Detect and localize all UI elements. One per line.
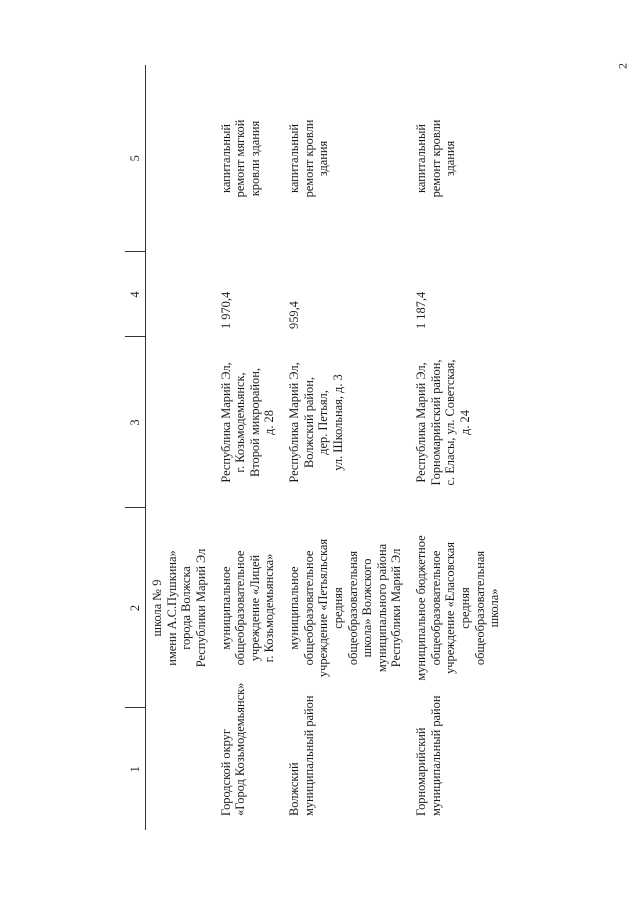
cell-line: Горномарийский bbox=[414, 727, 428, 816]
table-row-kozmodemyansk bbox=[215, 65, 284, 830]
header-col-3: 3 bbox=[125, 337, 146, 508]
table-row-gornomariysky bbox=[410, 65, 508, 830]
table-row-volzhsky bbox=[283, 65, 410, 830]
objects-table bbox=[125, 65, 508, 830]
cell-line: Республики Марий Эл bbox=[193, 548, 208, 668]
cell-line: ул. Школьная, д. 3 bbox=[330, 374, 345, 471]
cell-line: «Город Козьмодемьянск» bbox=[233, 682, 248, 816]
cell-line: муниципальное бюджетное bbox=[414, 535, 428, 681]
cell-col-2 bbox=[410, 508, 508, 708]
cell-value: 1 187,4 bbox=[414, 291, 428, 329]
cell-line: муниципального района bbox=[374, 543, 389, 673]
cell-line: дер. Петьял, bbox=[316, 390, 331, 455]
rotated-page-content bbox=[125, 65, 595, 830]
cell-line: общеобразовательное bbox=[233, 550, 248, 666]
cell-value: 959,4 bbox=[287, 301, 301, 329]
header-col-1: 1 bbox=[125, 708, 146, 830]
cell-line: муниципальный район bbox=[301, 695, 316, 816]
cell-col-5 bbox=[215, 65, 284, 252]
cell-line: Городской округ bbox=[218, 729, 233, 816]
cell-line: школа» Волжского bbox=[360, 558, 375, 658]
cell-line: здания bbox=[316, 140, 331, 177]
cell-line: Горномарийский район, bbox=[428, 359, 443, 486]
cell-col-4 bbox=[215, 252, 284, 337]
cell-line: ремонт кровли bbox=[428, 119, 443, 198]
cell-line: учреждение «Еласовская bbox=[443, 542, 458, 674]
cell-col-4 bbox=[146, 252, 215, 337]
cell-line: общеобразовательное bbox=[428, 550, 443, 666]
cell-line: Волжский bbox=[287, 762, 301, 816]
cell-line: общеобразовательное bbox=[301, 550, 316, 666]
cell-col-2 bbox=[283, 508, 410, 708]
table-row-continuation bbox=[146, 65, 215, 830]
cell-line: ремонт кровли bbox=[301, 119, 316, 198]
cell-col-3 bbox=[146, 337, 215, 508]
cell-line: муниципальное bbox=[218, 566, 233, 650]
cell-value: 1 970,4 bbox=[218, 291, 233, 329]
cell-line: города Волжска bbox=[179, 566, 194, 650]
cell-line: Республика Марий Эл, bbox=[218, 362, 233, 483]
cell-col-5 bbox=[410, 65, 508, 252]
cell-col-1 bbox=[146, 708, 215, 830]
header-col-4: 4 bbox=[125, 252, 146, 337]
cell-line: капитальный bbox=[414, 123, 428, 194]
cell-col-3 bbox=[283, 337, 410, 508]
cell-line: Республика Марий Эл, bbox=[287, 362, 301, 483]
cell-line: д. 28 bbox=[262, 410, 277, 435]
cell-line: д. 24 bbox=[457, 410, 472, 435]
cell-line: Второй микрорайон, bbox=[247, 368, 262, 477]
cell-col-5 bbox=[283, 65, 410, 252]
cell-line: Республика Марий Эл, bbox=[414, 362, 428, 483]
cell-line: школа № 9 bbox=[150, 579, 164, 637]
cell-col-4 bbox=[410, 252, 508, 337]
cell-line: имени А.С.Пушкина» bbox=[164, 550, 179, 666]
header-col-5: 5 bbox=[125, 65, 146, 252]
cell-line: с. Еласы, ул. Советская, bbox=[443, 359, 458, 486]
cell-line: капитальный bbox=[287, 123, 301, 194]
page-number: 2 bbox=[615, 63, 630, 69]
cell-line: Волжский район, bbox=[301, 377, 316, 468]
cell-col-1 bbox=[283, 695, 410, 830]
cell-line: здания bbox=[443, 140, 458, 177]
cell-line: общеобразовательная bbox=[345, 550, 360, 666]
cell-col-3 bbox=[410, 337, 508, 508]
cell-col-2 bbox=[215, 508, 284, 708]
cell-line: школа» bbox=[487, 588, 502, 628]
cell-line: муниципальный район bbox=[428, 695, 443, 816]
table-header-row bbox=[125, 65, 146, 830]
cell-col-2 bbox=[146, 508, 215, 708]
cell-col-1 bbox=[215, 682, 284, 830]
cell-line: Республики Марий Эл bbox=[389, 548, 404, 668]
cell-line: кровли здания bbox=[247, 120, 262, 197]
cell-line: средняя bbox=[330, 587, 345, 629]
cell-col-4 bbox=[283, 252, 410, 337]
cell-line: капитальный bbox=[218, 123, 233, 194]
cell-line: г. Козьмодемьянск, bbox=[233, 372, 248, 473]
cell-line: общеобразовательная bbox=[472, 550, 487, 666]
cell-line: учреждение «Петьяльская bbox=[316, 538, 331, 678]
cell-line: средняя bbox=[457, 587, 472, 629]
cell-line: г. Козьмодемьянска» bbox=[262, 553, 277, 663]
cell-line: ремонт мягкой bbox=[233, 119, 248, 198]
cell-col-3 bbox=[215, 337, 284, 508]
cell-col-1 bbox=[410, 695, 508, 830]
cell-col-5 bbox=[146, 65, 215, 252]
cell-line: муниципальное bbox=[287, 566, 301, 650]
table-body bbox=[146, 65, 508, 830]
header-col-2: 2 bbox=[125, 508, 146, 708]
cell-line: учреждение «Лицей bbox=[247, 554, 262, 662]
